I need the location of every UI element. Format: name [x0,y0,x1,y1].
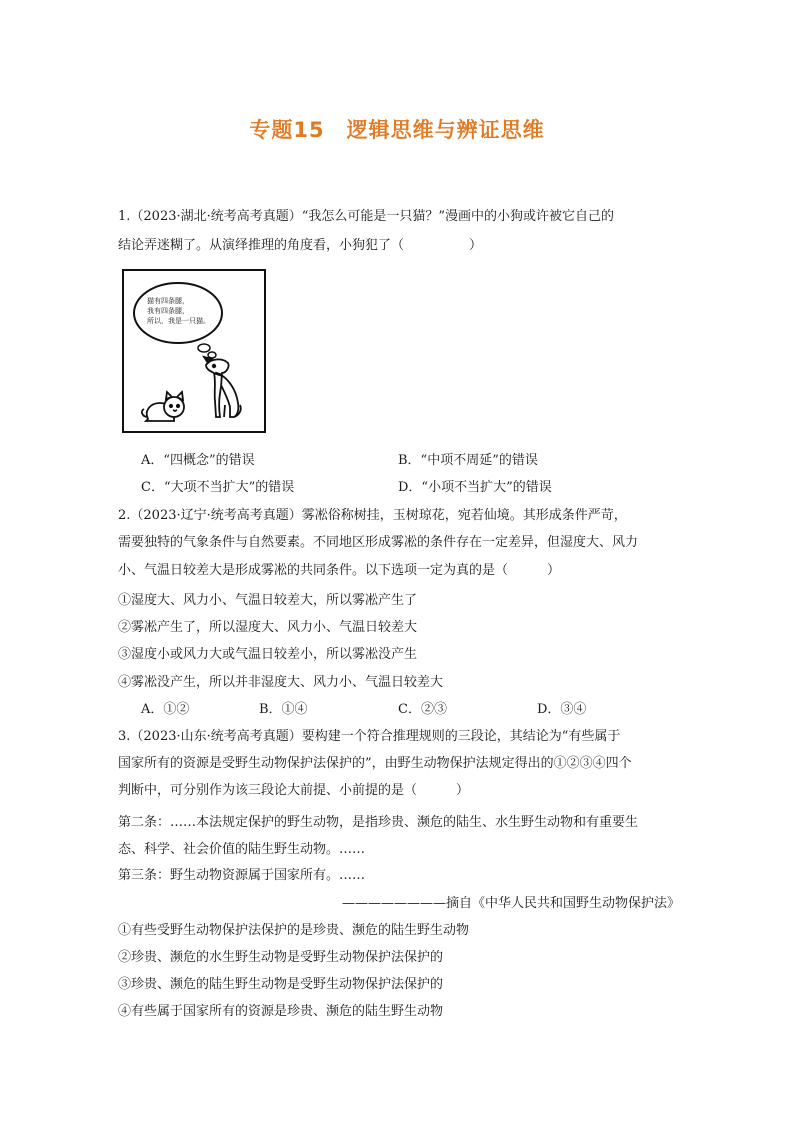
q3-law-article2-line1: 第二条：……本法规定保护的野生动物，是指珍贵、濒危的陆生、水生野生动物和有重要生 [118,815,639,830]
q2-option-b[interactable]: B．①④ [259,702,308,717]
q2-stem-line1: 2.（2023·辽宁·统考高考真题）雾凇俗称树挂，玉树琼花，宛若仙境。其形成条件严苛， [118,508,627,523]
q2-statement-1: ①湿度大、风力小、气温日较差大，所以雾凇产生了 [118,593,418,608]
q2-statement-2: ②雾凇产生了，所以湿度大、风力小、气温日较差大 [118,620,418,635]
q1-stem-line2: 结论弄迷糊了。从演绎推理的角度看，小狗犯了（ ） [118,238,483,253]
bubble-line-1: 猫有四条腿， [147,297,189,305]
bubble-line-3: 所以，我是一只猫。 [147,317,210,325]
q3-source-citation: ————————摘自《中华人民共和国野生动物保护法》 [341,896,680,911]
q3-statement-2: ②珍贵、濒危的水生野生动物是受野生动物保护法保护的 [118,950,444,965]
cartoon-dog-cat-image [122,269,266,433]
q3-law-article3: 第三条：野生动物资源属于国家所有。…… [118,868,366,883]
q1-option-c[interactable]: C．“大项不当扩大”的错误 [141,480,295,495]
q3-law-article2-line2: 态、科学、社会价值的陆生野生动物。…… [118,842,366,857]
bubble-line-2: 我有四条腿， [147,307,189,315]
q2-statement-4: ④雾凇没产生，所以并非湿度大、风力小、气温日较差大 [118,675,444,690]
q3-stem-line3: 判断中，可分别作为该三段论大前提、小前提的是（ ） [118,783,470,798]
q3-stem-line1: 3.（2023·山东·统考高考真题）要构建一个符合推理规则的三段论，其结论为“有些属于 [118,729,621,744]
q2-option-c[interactable]: C．②③ [398,702,447,717]
q1-stem-line1: 1.（2023·湖北·统考高考真题）“我怎么可能是一只猫？”漫画中的小狗或许被它自己的 [118,209,615,224]
q1-option-a[interactable]: A．“四概念”的错误 [141,453,255,468]
q3-statement-1: ①有些受野生动物保护法保护的是珍贵、濒危的陆生野生动物 [118,923,470,938]
q2-stem-line3: 小、气温日较差大是形成雾凇的共同条件。以下选项一定为真的是（ ） [118,563,561,578]
q2-stem-line2: 需要独特的气象条件与自然要素。不同地区形成雾凇的条件存在一定差异，但湿度大、风力 [118,535,639,550]
q3-stem-line2: 国家所有的资源是受野生动物保护法保护的”，由野生动物保护法规定得出的①②③④四个 [118,756,632,771]
q2-option-a[interactable]: A．①② [141,702,190,717]
q1-option-b[interactable]: B．“中项不周延”的错误 [398,453,538,468]
q1-option-d[interactable]: D．“小项不当扩大”的错误 [398,480,552,495]
q2-option-d[interactable]: D．③④ [537,702,587,717]
q3-statement-4: ④有些属于国家所有的资源是珍贵、濒危的陆生野生动物 [118,1004,444,1019]
q3-statement-3: ③珍贵、濒危的陆生野生动物是受野生动物保护法保护的 [118,977,444,992]
page-title: 专题15 逻辑思维与辨证思维 [249,118,545,142]
q2-statement-3: ③湿度小或风力大或气温日较差小，所以雾凇没产生 [118,647,418,662]
